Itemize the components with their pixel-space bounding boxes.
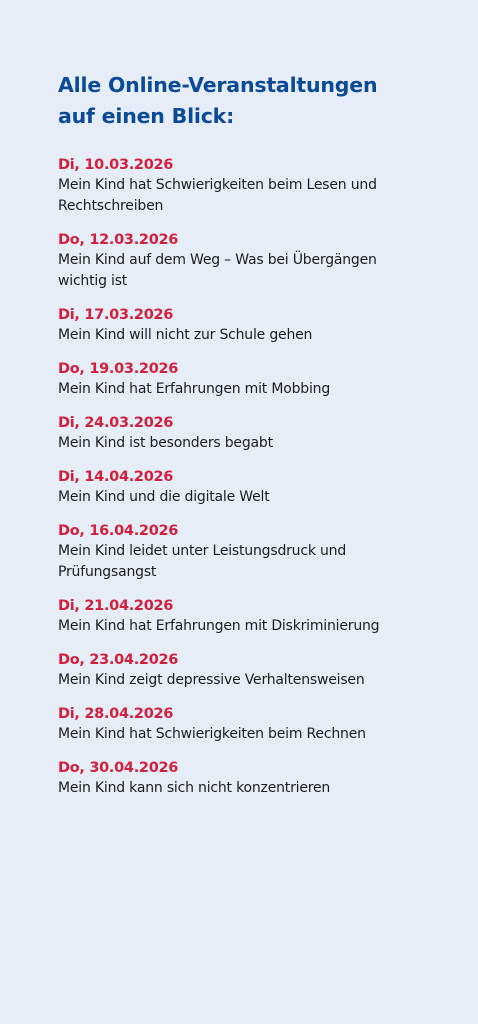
event-title: Mein Kind hat Schwierigkeiten beim Rechnen — [58, 726, 366, 742]
event-date: Do, 12.03.2026 — [58, 232, 179, 248]
event-title: Mein Kind und die digitale Welt — [58, 489, 270, 505]
event-item — [58, 522, 438, 583]
event-item — [58, 306, 438, 346]
event-date: Di, 17.03.2026 — [58, 307, 174, 323]
page-title-line-2: auf einen Blick: — [58, 104, 235, 128]
event-date: Di, 24.03.2026 — [58, 415, 174, 431]
event-item — [58, 231, 438, 292]
event-date: Do, 30.04.2026 — [58, 760, 179, 776]
event-item — [58, 360, 438, 400]
event-date: Di, 10.03.2026 — [58, 157, 174, 173]
event-title: Mein Kind auf dem Weg – Was bei Übergängen wichtig ist — [58, 252, 377, 289]
event-item — [58, 468, 438, 508]
event-title: Mein Kind hat Schwierigkeiten beim Lesen und Rechtschreiben — [58, 177, 377, 214]
event-title: Mein Kind zeigt depressive Verhaltensweisen — [58, 672, 365, 688]
event-item — [58, 759, 438, 799]
page-title-line-1: Alle Online-Veranstaltungen — [58, 73, 378, 97]
event-date: Do, 16.04.2026 — [58, 523, 179, 539]
event-date: Do, 23.04.2026 — [58, 652, 179, 668]
event-title: Mein Kind hat Erfahrungen mit Diskriminierung — [58, 618, 380, 634]
event-date: Do, 19.03.2026 — [58, 361, 179, 377]
event-date: Di, 21.04.2026 — [58, 598, 174, 614]
event-list — [58, 156, 438, 799]
event-date: Di, 14.04.2026 — [58, 469, 174, 485]
event-item — [58, 651, 438, 691]
event-item — [58, 156, 438, 217]
event-item — [58, 705, 438, 745]
event-item — [58, 597, 438, 637]
event-title: Mein Kind kann sich nicht konzentrieren — [58, 780, 331, 796]
page-title — [58, 70, 438, 132]
event-title: Mein Kind hat Erfahrungen mit Mobbing — [58, 381, 331, 397]
event-title: Mein Kind will nicht zur Schule gehen — [58, 327, 313, 343]
event-title: Mein Kind leidet unter Leistungsdruck und Prüfungsangst — [58, 543, 347, 580]
event-date: Di, 28.04.2026 — [58, 706, 174, 722]
event-title: Mein Kind ist besonders begabt — [58, 435, 273, 451]
event-item — [58, 414, 438, 454]
